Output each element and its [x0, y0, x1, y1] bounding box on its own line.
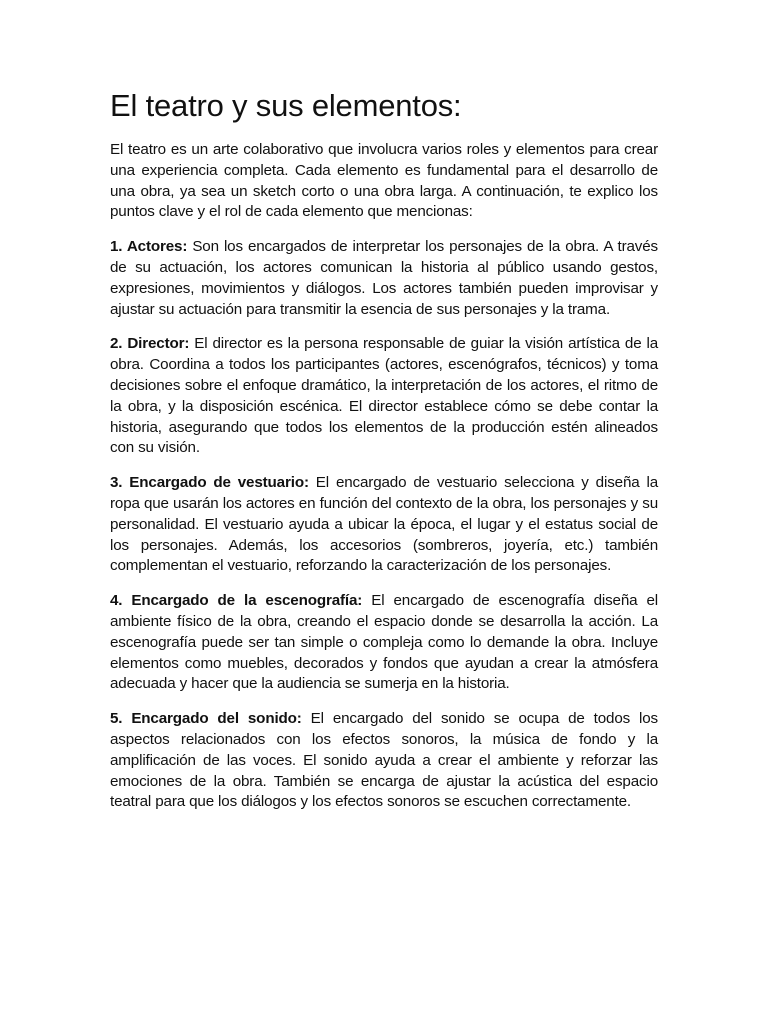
document-title: El teatro y sus elementos:	[110, 88, 462, 123]
section-text: El director es la persona responsable de guiar la visión artística de la obra. Coordina a todos los participantes (actores, escenógrafos, técnicos) y toma decisiones sobre el enfoque dramático, la interpretación de los actores, el ritmo de la obra, y la disposición escénica. El director establece cómo se debe contar la historia, asegurando que todos los elementos de la producción estén alineados con su visión.	[110, 335, 658, 457]
section-text: Son los encargados de interpretar los personajes de la obra. A través de su actuación, los actores comunican la historia al público usando gestos, expresiones, movimientos y diálogos. Los actores también pueden improvisar y ajustar su actuación para transmitir la esencia de sus personajes y la trama.	[110, 238, 658, 318]
section-label: 4. Encargado de la escenografía:	[110, 592, 363, 610]
section-label: 3. Encargado de vestuario:	[110, 474, 309, 492]
section-sonido	[110, 709, 658, 813]
section-label: 1. Actores:	[110, 238, 188, 256]
section-actores	[110, 237, 658, 320]
section-text: El encargado de escenografía diseña el ambiente físico de la obra, creando el espacio donde se desarrolla la acción. La escenografía puede ser tan simple o compleja como lo demande la obra. Incluye elementos como muebles, decorados y fondos que ayudan a crear la atmósfera adecuada y hacer que la audiencia se sumerja en la historia.	[110, 592, 658, 693]
section-escenografia	[110, 591, 658, 695]
section-text: El encargado del sonido se ocupa de todos los aspectos relacionados con los efectos sonoros, la música de fondo y la amplificación de las voces. El sonido ayuda a crear el ambiente y reforzar las emociones de la obra. También se encarga de ajustar la acústica del espacio teatral para que los diálogos y los efectos sonoros se escuchen correctamente.	[110, 710, 658, 811]
section-text: El encargado de vestuario selecciona y diseña la ropa que usarán los actores en función del contexto de la obra, los personajes y su personalidad. El vestuario ayuda a ubicar la época, el lugar y el estatus social de los personajes. Además, los accesorios (sombreros, joyería, etc.) también complementan el vestuario, reforzando la caracterización de los personajes.	[110, 474, 658, 575]
section-label: 2. Director:	[110, 335, 190, 353]
section-vestuario	[110, 473, 658, 577]
section-director	[110, 334, 658, 459]
section-label: 5. Encargado del sonido:	[110, 710, 302, 728]
intro-paragraph: El teatro es un arte colaborativo que involucra varios roles y elementos para crear una experiencia completa. Cada elemento es fundamental para el desarrollo de una obra, ya sea un sketch corto o una obra larga. A continuación, te explico los puntos clave y el rol de cada elemento que mencionas:	[110, 141, 658, 221]
